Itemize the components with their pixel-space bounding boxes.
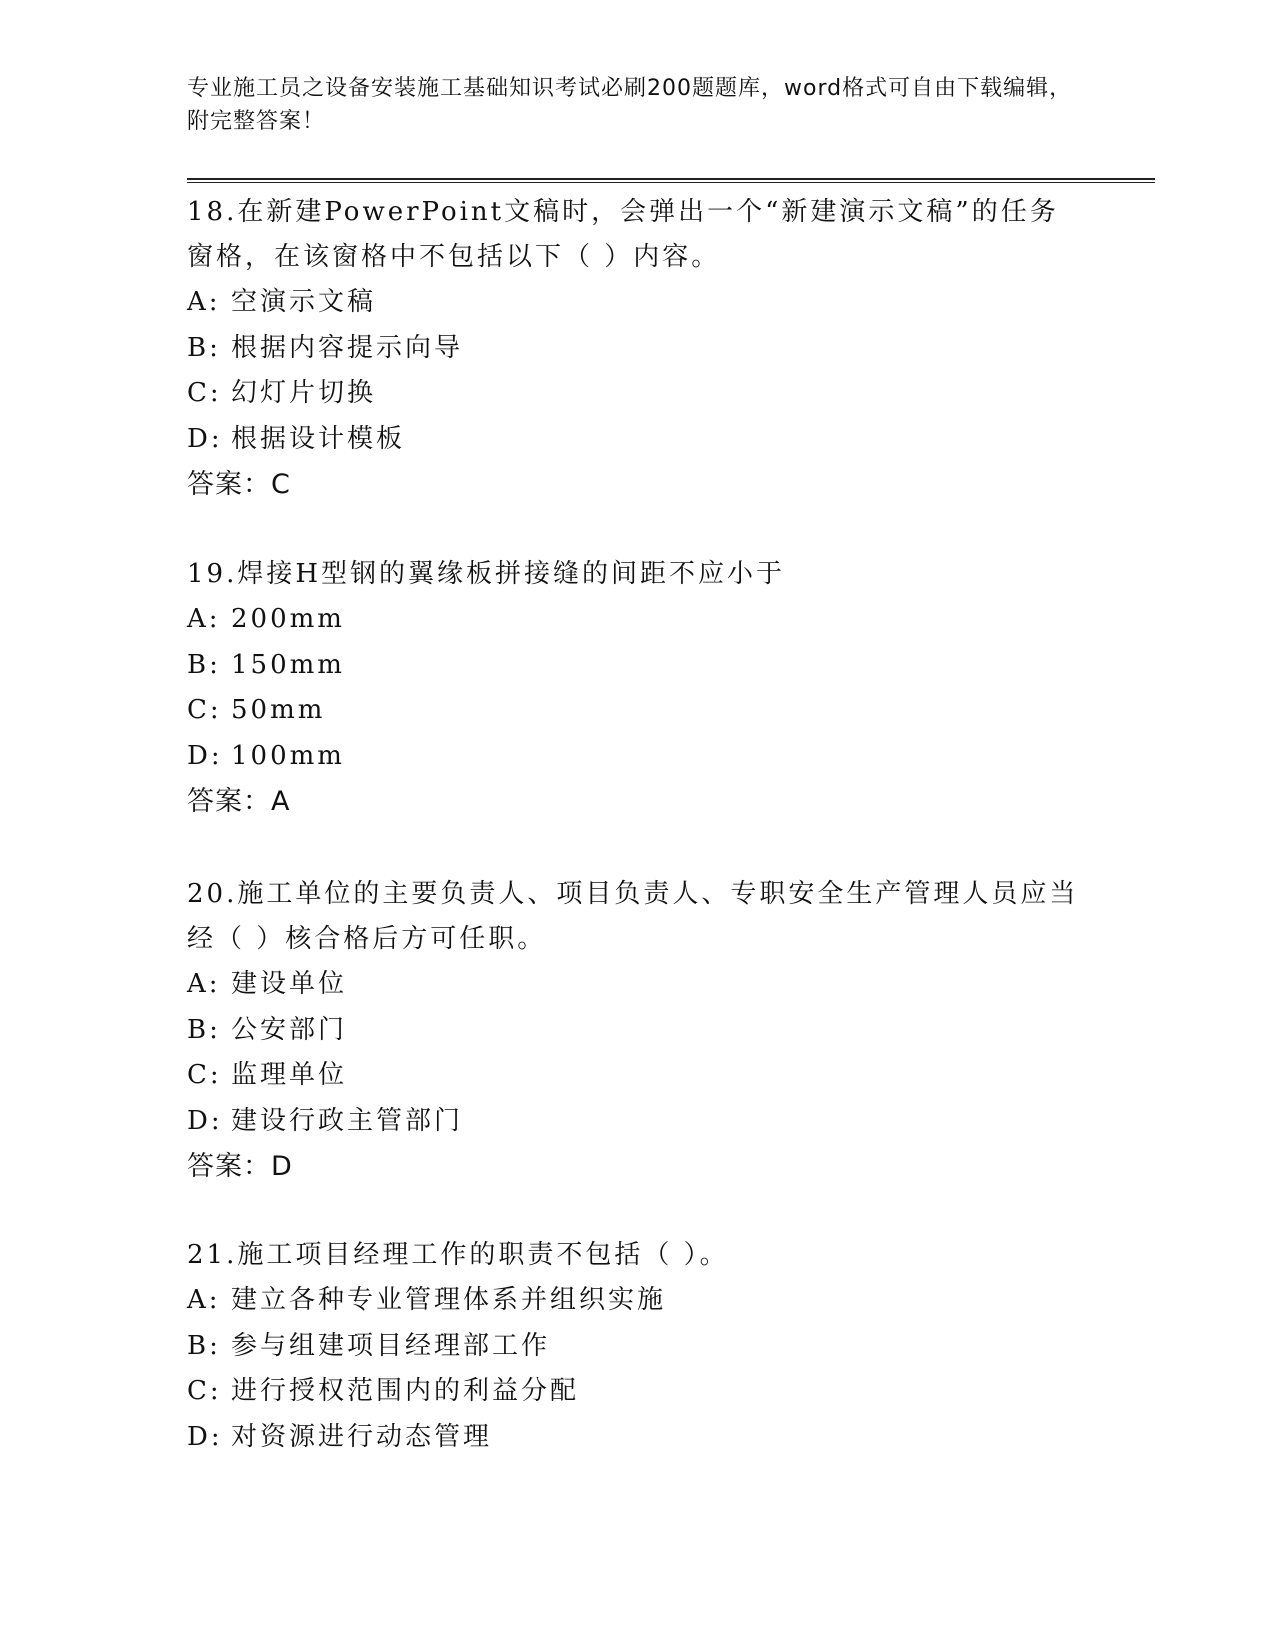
option-text: 幻灯片切换 xyxy=(231,378,377,408)
option-text: 建设行政主管部门 xyxy=(231,1105,464,1136)
option-a xyxy=(187,280,1087,326)
option-letter: C: xyxy=(187,695,222,725)
question-21 xyxy=(187,1233,1087,1460)
option-text: 根据内容提示向导 xyxy=(231,332,464,363)
option-d xyxy=(187,1415,1087,1461)
option-letter: C: xyxy=(187,1060,222,1090)
answer-line: 答案：A xyxy=(187,786,291,817)
option-c xyxy=(187,371,1087,417)
option-text: 建设单位 xyxy=(231,969,348,999)
header-divider-thick xyxy=(187,178,1155,180)
option-letter: A: xyxy=(187,969,221,999)
option-letter: B: xyxy=(187,1330,221,1361)
question-stem: 18.在新建PowerPoint文稿时，会弹出一个“新建演示文稿”的任务窗格，在该窗格中不包括以下（ ）内容。 xyxy=(187,197,1059,272)
option-text: 对资源进行动态管理 xyxy=(231,1421,493,1452)
question-stem: 21.施工项目经理工作的职责不包括（ ）。 xyxy=(187,1240,729,1270)
option-letter: B: xyxy=(187,1014,221,1045)
question-20 xyxy=(187,872,1087,1189)
option-b xyxy=(187,1324,1087,1370)
option-b xyxy=(187,643,1087,689)
question-19 xyxy=(187,552,1087,824)
option-letter: A: xyxy=(187,287,221,317)
option-text: 150mm xyxy=(231,649,345,680)
option-letter: D: xyxy=(187,423,223,454)
option-a xyxy=(187,962,1087,1008)
answer-line: 答案：C xyxy=(187,469,291,500)
option-a xyxy=(187,1278,1087,1324)
option-letter: D: xyxy=(187,1105,223,1136)
option-letter: C: xyxy=(187,378,222,408)
option-letter: B: xyxy=(187,649,221,680)
option-letter: B: xyxy=(187,332,221,363)
option-text: 参与组建项目经理部工作 xyxy=(231,1330,551,1361)
document-header: 专业施工员之设备安装施工基础知识考试必刷200题题库，word格式可自由下载编辑，附完整答案！ xyxy=(187,76,1073,134)
option-b xyxy=(187,326,1087,372)
option-text: 监理单位 xyxy=(231,1060,348,1090)
question-18 xyxy=(187,190,1087,507)
option-a xyxy=(187,597,1087,643)
question-stem: 19.焊接H型钢的翼缘板拼接缝的间距不应小于 xyxy=(187,559,786,589)
option-c xyxy=(187,1369,1087,1415)
option-text: 根据设计模板 xyxy=(231,423,406,454)
question-stem: 20.施工单位的主要负责人、项目负责人、专职安全生产管理人员应当经（ ）核合格后方可任职。 xyxy=(187,879,1079,954)
option-text: 200mm xyxy=(231,604,345,634)
option-b xyxy=(187,1008,1087,1054)
option-letter: D: xyxy=(187,1421,223,1452)
option-text: 50mm xyxy=(231,695,326,725)
option-c xyxy=(187,688,1087,734)
option-text: 进行授权范围内的利益分配 xyxy=(231,1376,580,1406)
option-d xyxy=(187,734,1087,780)
option-c xyxy=(187,1053,1087,1099)
option-text: 公安部门 xyxy=(231,1014,348,1045)
header-divider-thin xyxy=(187,182,1155,183)
option-text: 空演示文稿 xyxy=(231,287,377,317)
option-letter: D: xyxy=(187,740,223,771)
option-letter: A: xyxy=(187,604,221,634)
answer-line: 答案：D xyxy=(187,1151,293,1182)
option-letter: C: xyxy=(187,1376,222,1406)
option-d xyxy=(187,417,1087,463)
option-text: 建立各种专业管理体系并组织实施 xyxy=(231,1285,667,1315)
option-text: 100mm xyxy=(231,740,345,771)
option-d xyxy=(187,1099,1087,1145)
option-letter: A: xyxy=(187,1285,221,1315)
